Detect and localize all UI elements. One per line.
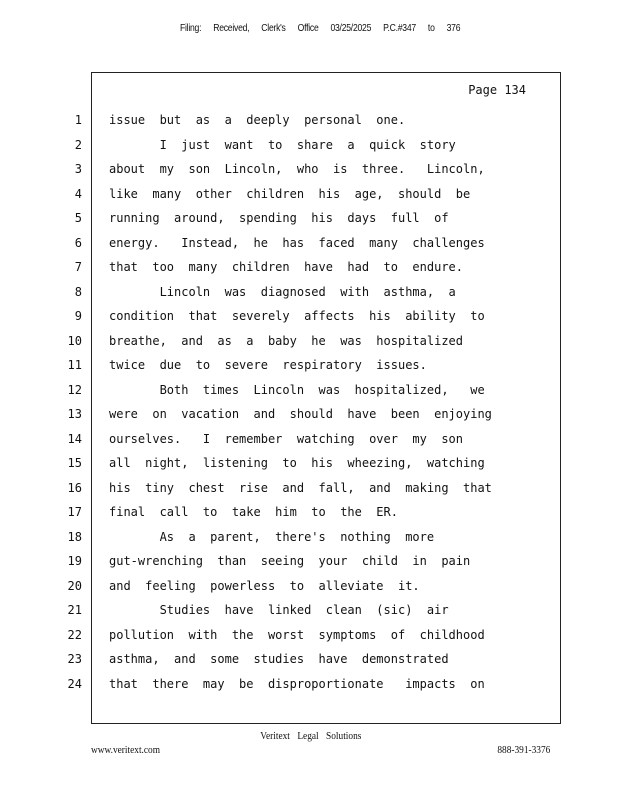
filing-end-number: 376 [446,22,461,34]
transcript-line [0,628,618,652]
footer-company-word-2: Legal [297,730,319,742]
line-text: that there may be disproportionate impacts on [109,676,485,691]
line-text: breathe, and as a baby he was hospitalized [109,333,464,348]
line-number: 18 [67,529,82,544]
filing-to: to [427,22,435,34]
line-number: 14 [67,431,82,446]
transcript-line [0,358,618,382]
transcript-line [0,309,618,333]
footer-company [48,730,573,742]
line-text: ourselves. I remember watching over my son [109,431,464,446]
line-number: 12 [67,382,82,397]
transcript-line [0,603,618,627]
line-number: 11 [67,358,82,372]
line-text: were on vacation and should have been enjoying [109,407,492,421]
line-text: Both times Lincoln was hospitalized, we [109,382,485,397]
page-number: Page 134 [468,83,526,97]
filing-office: Office [297,22,319,34]
line-number: 5 [74,211,82,225]
footer-company-word-1: Veritext [260,730,290,742]
line-text: asthma, and some studies have demonstrated [109,652,449,666]
transcript-line [0,285,618,309]
footer-phone: 888-391-3376 [497,744,550,756]
line-number: 10 [67,333,82,348]
transcript-line [0,505,618,529]
transcript-line [0,481,618,505]
line-number: 6 [74,235,82,250]
line-number: 7 [74,260,82,274]
line-number: 17 [67,505,82,519]
transcript-line [0,162,618,186]
transcript-line [0,456,618,480]
line-text: issue but as a deeply personal one. [109,113,406,127]
line-text: his tiny chest rise and fall, and making that [109,480,492,495]
line-number: 3 [74,162,82,176]
filing-label: Filing: [179,22,202,34]
transcript-line [0,383,618,407]
filing-stamp-header [67,22,574,34]
footer-website: www.veritext.com [91,744,160,756]
line-number: 16 [67,480,82,495]
transcript-line [0,260,618,284]
line-text: As a parent, there's nothing more [109,529,435,544]
transcript-line [0,138,618,162]
footer-company-word-3: Solutions [326,730,362,742]
line-text: twice due to severe respiratory issues. [109,358,427,372]
line-number: 9 [74,309,82,323]
filing-date: 03/25/2025 [330,22,372,34]
line-text: running around, spending his days full of [109,211,449,225]
transcript-line [0,677,618,701]
line-text: and feeling powerless to alleviate it. [109,578,420,593]
transcript-line [0,530,618,554]
line-number: 8 [74,284,82,299]
line-number: 23 [67,652,82,666]
transcript-line [0,432,618,456]
transcript-line [0,187,618,211]
line-number: 2 [74,137,82,152]
transcript-line [0,407,618,431]
transcript-line [0,211,618,235]
line-number: 15 [67,456,82,470]
line-text: energy. Instead, he has faced many challenges [109,235,485,250]
line-number: 19 [67,554,82,568]
filing-pc-number: P.C.#347 [383,22,416,34]
transcript-line [0,334,618,358]
line-text: gut-wrenching than seeing your child in pain [109,554,471,568]
transcript-line [0,652,618,676]
line-number: 4 [74,186,82,201]
transcript-line [0,236,618,260]
filing-clerks: Clerk's [261,22,286,34]
line-text: final call to take him to the ER. [109,505,398,519]
line-text: that too many children have had to endure. [109,260,464,274]
line-text: Lincoln was diagnosed with asthma, a [109,284,456,299]
line-number: 21 [67,603,82,617]
transcript-line [0,113,618,137]
line-text: about my son Lincoln, who is three. Lincoln, [109,162,485,176]
line-text: Studies have linked clean (sic) air [109,603,449,617]
line-number: 1 [74,113,82,127]
line-number: 20 [67,578,82,593]
line-text: condition that severely affects his ability to [109,309,485,323]
line-text: all night, listening to his wheezing, watching [109,456,485,470]
line-text: pollution with the worst symptoms of childhood [109,627,485,642]
line-text: I just want to share a quick story [109,137,456,152]
line-text: like many other children his age, should be [109,186,471,201]
line-number: 22 [67,627,82,642]
line-number: 13 [67,407,82,421]
transcript-line [0,554,618,578]
filing-received: Received, [213,22,250,34]
transcript-line [0,579,618,603]
line-number: 24 [67,676,82,691]
